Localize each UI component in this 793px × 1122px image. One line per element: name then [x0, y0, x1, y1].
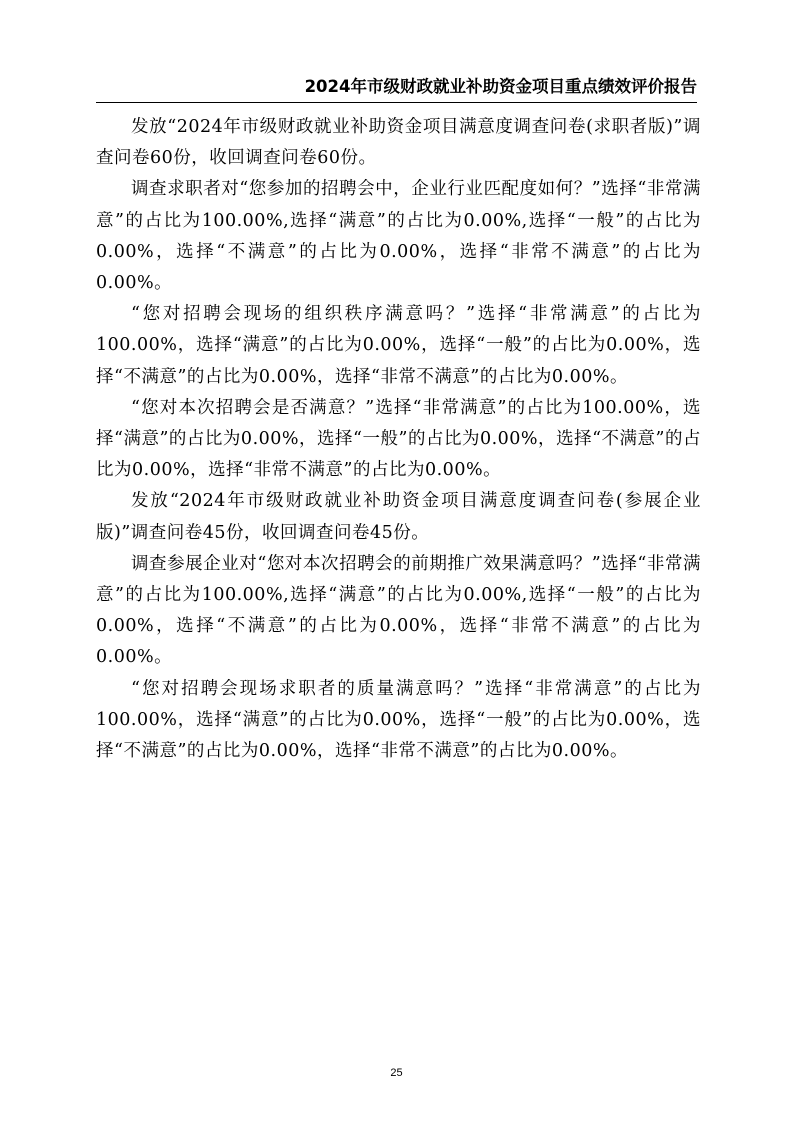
document-body [96, 112, 701, 767]
paragraph-survey-enterprise-issued: 发放“2024年市级财政就业补助资金项目满意度调查问卷(参展企业版)”调查问卷45份，收回调查问卷45份。 [96, 491, 701, 543]
paragraph-jobseeker-quality: “您对招聘会现场求职者的质量满意吗？”选择“非常满意”的占比为100.00%，选择“满意”的占比为0.00%，选择“一般”的占比为0.00%，选择“不满意”的占比为0.00%，选择“非常不满意”的占比为0.00%。 [96, 678, 701, 762]
paragraph-promotion-effect: 调查参展企业对“您对本次招聘会的前期推广效果满意吗？”选择“非常满意”的占比为100.00%,选择“满意”的占比为0.00%,选择“一般”的占比为0.00%，选择“不满意”的占比为0.00%，选择“非常不满意”的占比为0.00%。 [96, 553, 701, 668]
paragraph-site-order: “您对招聘会现场的组织秩序满意吗？”选择“非常满意”的占比为100.00%，选择“满意”的占比为0.00%，选择“一般”的占比为0.00%，选择“不满意”的占比为0.00%，选择“非常不满意”的占比为0.00%。 [96, 304, 701, 387]
header-divider [96, 102, 697, 103]
paragraph-survey-jobseeker-issued: 发放“2024年市级财政就业补助资金项目满意度调查问卷(求职者版)”调查问卷60份，收回调查问卷60份。 [96, 117, 701, 169]
paragraph-overall-satisfaction: “您对本次招聘会是否满意？”选择“非常满意”的占比为100.00%，选择“满意”的占比为0.00%，选择“一般”的占比为0.00%，选择“不满意”的占比为0.00%，选择“非常不满意”的占比为0.00%。 [96, 397, 701, 481]
paragraph-industry-match: 调查求职者对“您参加的招聘会中，企业行业匹配度如何？”选择“非常满意”的占比为100.00%,选择“满意”的占比为0.00%,选择“一般”的占比为0.00%，选择“不满意”的占比为0.00%，选择“非常不满意”的占比为0.00%。 [96, 179, 701, 294]
page-header-title: 2024年市级财政就业补助资金项目重点绩效评价报告 [304, 77, 697, 96]
page-number: 25 [390, 1067, 403, 1079]
